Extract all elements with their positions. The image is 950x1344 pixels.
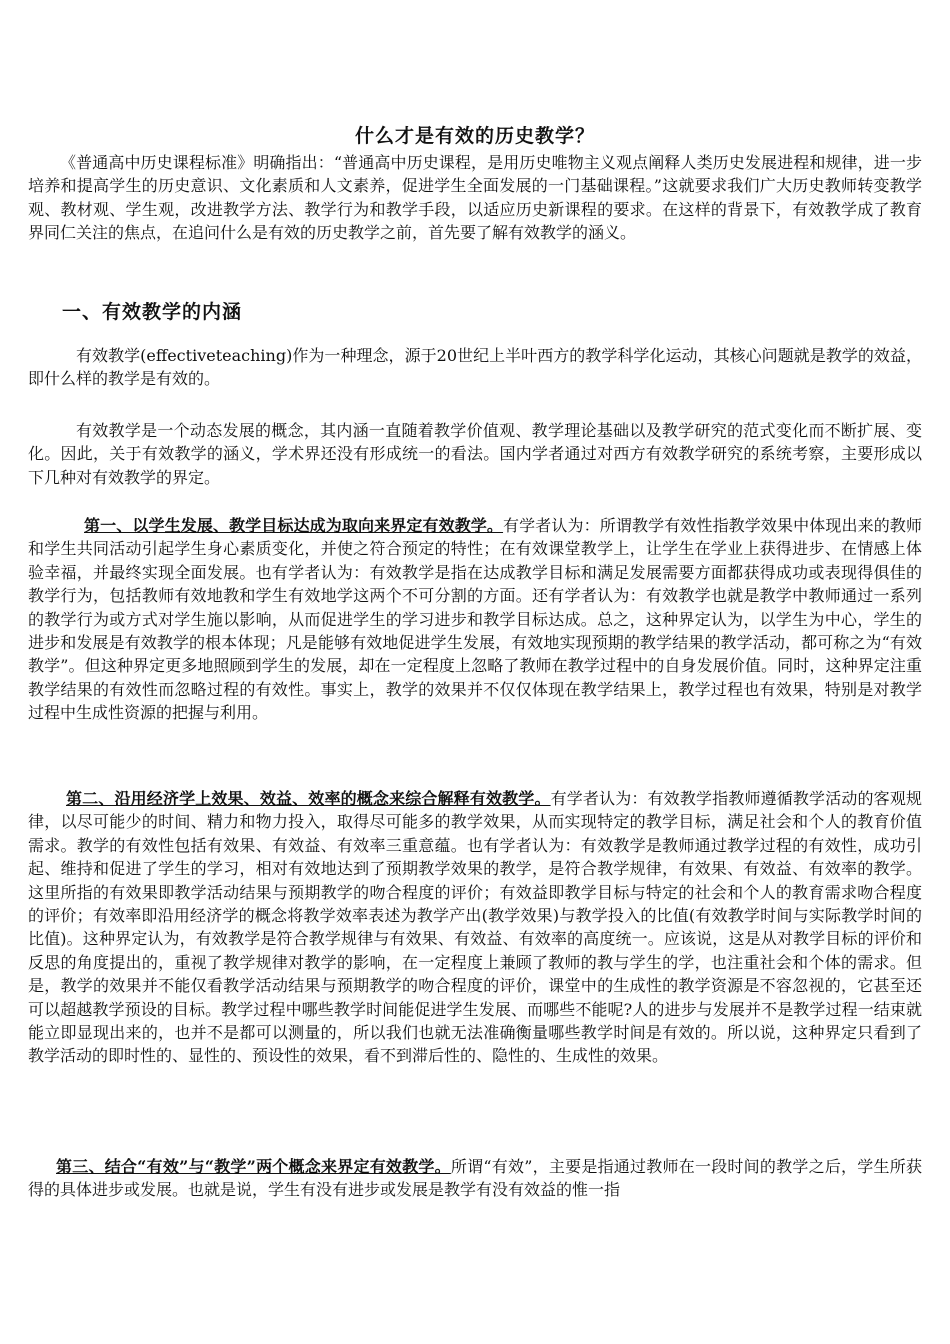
definition-3-lead: 第三、结合“有效”与“教学”两个概念来界定有效教学。	[56, 1157, 451, 1176]
definition-1-paragraph	[28, 514, 922, 725]
intro-paragraph: 《普通高中历史课程标准》明确指出：“普通高中历史课程，是用历史唯物主义观点阐释人类历史发展进程和规律，进一步培养和提高学生的历史意识、文化素质和人文素养，促进学生全面发展的一门基础课程。”这就要求我们广大历史教师转变教学观、教材观、学生观，改进教学方法、教学行为和教学手段，以适应历史新课程的要求。在这样的背景下，有效教学成了教育界同仁关注的焦点，在追问什么是有效的历史教学之前，首先要了解有效教学的涵义。	[28, 153, 922, 243]
section-heading: 一、有效教学的内涵	[62, 301, 243, 323]
definition-3-body: 所谓“有效”，主要是指通过教师在一段时间的教学之后，学生所获得的具体进步或发展。也就是说，学生有没有进步或发展是教学有没有效益的惟一指	[28, 1157, 922, 1200]
paragraph-2: 有效教学是一个动态发展的概念，其内涵一直随着教学价值观、教学理论基础以及教学研究的范式变化而不断扩展、变化。因此，关于有效教学的涵义，学术界还没有形成统一的看法。国内学者通过对西方有效教学研究的系统考察，主要形成以下几种对有效教学的界定。	[28, 421, 922, 487]
document-title: 什么才是有效的历史教学？	[354, 125, 595, 147]
definition-2-lead: 第二、沿用经济学上效果、效益、效率的概念来综合解释有效教学。	[66, 789, 551, 808]
definition-1-lead: 第一、以学生发展、教学目标达成为取向来界定有效教学。	[84, 516, 504, 535]
definition-1-body: 有学者认为：所谓教学有效性指教学效果中体现出来的教师和学生共同活动引起学生身心素质变化，并使之符合预定的特性；在有效课堂教学上，让学生在学业上获得进步、在情感上体验幸福，并最终实现全面发展。也有学者认为：有效教学是指在达成教学目标和满足发展需要方面都获得成功或表现得俱佳的教学行为，包括教师有效地教和学生有效地学这两个不可分割的方面。还有学者认为：有效教学也就是教学中教师通过一系列的教学行为或方式对学生施以影响，从而促进学生的学习进步和教学目标达成。总之，这种界定认为，以学生为中心，学生的进步和发展是有效教学的根本体现；凡是能够有效地促进学生发展，有效地实现预期的教学结果的教学活动，都可称之为“有效教学”。但这种界定更多地照顾到学生的发展，却在一定程度上忽略了教师在教学过程中的自身发展价值。同时，这种界定注重教学结果的有效性而忽略过程的有效性。事实上，教学的效果并不仅仅体现在教学结果上，教学过程也有效果，特别是对教学过程中生成性资源的把握与利用。	[28, 516, 922, 723]
definition-2-paragraph	[28, 787, 922, 1068]
paragraph-1: 有效教学(effectiveteaching)作为一种理念，源于20世纪上半叶西方的教学科学化运动，其核心问题就是教学的效益，即什么样的教学是有效的。	[28, 346, 922, 389]
definition-3-paragraph	[28, 1155, 922, 1202]
definition-2-body: 有学者认为：有效教学指教师遵循教学活动的客观规律，以尽可能少的时间、精力和物力投入，取得尽可能多的教学效果，从而实现特定的教学目标，满足社会和个人的教育价值需求。教学的有效性包括有效果、有效益、有效率三重意蕴。也有学者认为：有效教学是教师通过教学过程的有效性，成功引起、维持和促进了学生的学习，相对有效地达到了预期教学效果的教学，是符合教学规律，有效果、有效益、有效率的教学。这里所指的有效果即教学活动结果与预期教学的吻合程度的评价；有效益即教学目标与特定的社会和个人的教育需求吻合程度的评价；有效率即沿用经济学的概念将教学效率表述为教学产出(教学效果)与教学投入的比值(有效教学时间与实际教学时间的比值)。这种界定认为，有效教学是符合教学规律与有效果、有效益、有效率的高度统一。应该说，这是从对教学目标的评价和反思的角度提出的，重视了教学规律对教学的影响，在一定程度上兼顾了教师的教与学生的学，也注重社会和个体的需求。但是，教学的效果并不能仅看教学活动结果与预期教学的吻合程度的评价，课堂中的生成性的教学资源是不容忽视的，它甚至还可以超越教学预设的目标。教学过程中哪些教学时间能促进学生发展、而哪些不能呢?人的进步与发展并不是教学过程一结束就能立即显现出来的，也并不是都可以测量的，所以我们也就无法准确衡量哪些教学时间是有效的。所以说，这种界定只看到了教学活动的即时性的、显性的、预设性的效果，看不到滞后性的、隐性的、生成性的效果。	[28, 789, 922, 1066]
